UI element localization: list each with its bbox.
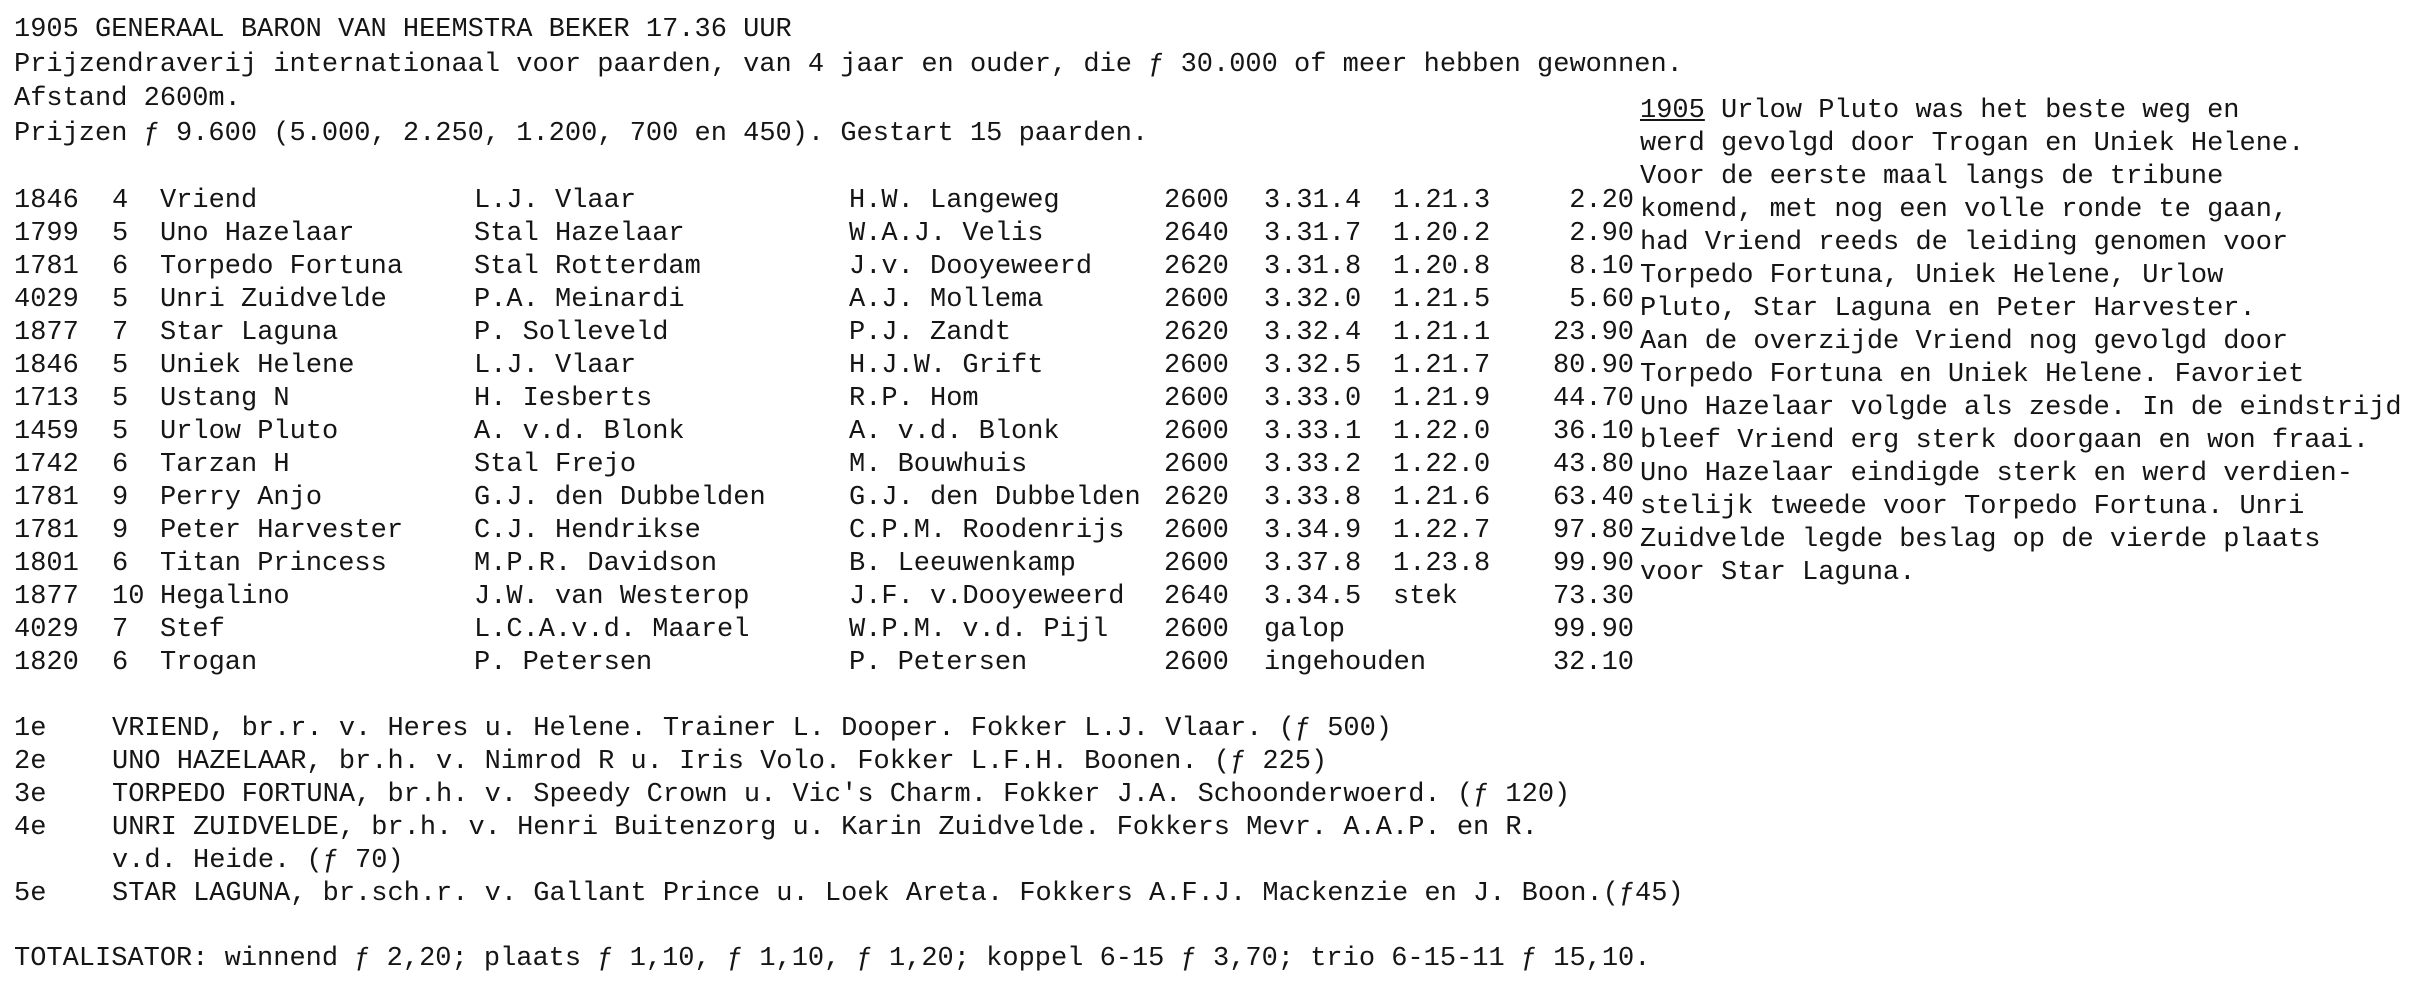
km-time: 1.20.2	[1393, 219, 1491, 249]
distance-cell: 2600	[1164, 285, 1229, 315]
owner-name: L.J. Vlaar	[474, 351, 637, 381]
driver-name: J.F. v.Dooyeweerd	[849, 582, 1125, 612]
km-time: stek	[1393, 582, 1458, 612]
race-time: 3.33.0	[1264, 384, 1362, 414]
odds-value: 97.80	[1552, 516, 1634, 546]
result-row	[14, 548, 1634, 581]
horse-age: 6	[112, 648, 129, 678]
result-row	[14, 647, 1634, 680]
result-row	[14, 350, 1634, 383]
odds-value: 63.40	[1552, 483, 1634, 513]
km-time: 1.23.8	[1393, 549, 1491, 579]
race-time: 3.33.1	[1264, 417, 1362, 447]
owner-name: C.J. Hendrikse	[474, 516, 701, 546]
narrative-line: komend, met nog een volle ronde te gaan,	[1640, 195, 2289, 225]
driver-name: B. Leeuwenkamp	[849, 549, 1076, 579]
narrative-line: bleef Vriend erg sterk doorgaan en won fraai.	[1640, 426, 2370, 456]
distance-cell: 2600	[1164, 450, 1229, 480]
odds-value: 8.10	[1569, 252, 1634, 282]
narrative-line: stelijk tweede voor Torpedo Fortuna. Unri	[1640, 492, 2305, 522]
narrative-line: Torpedo Fortuna en Uniek Helene. Favoriet	[1640, 360, 2305, 390]
race-time: 3.32.5	[1264, 351, 1362, 381]
owner-name: Stal Rotterdam	[474, 252, 701, 282]
result-row	[14, 383, 1634, 416]
placing-rank: 3e	[14, 780, 47, 810]
odds-value: 23.90	[1552, 318, 1634, 348]
horse-name: Uno Hazelaar	[160, 219, 355, 249]
distance-cell: 2620	[1164, 252, 1229, 282]
km-time: 1.21.3	[1393, 186, 1491, 216]
race-time: ingehouden	[1264, 648, 1427, 678]
horse-age: 9	[112, 516, 129, 546]
start-number: 4029	[14, 285, 79, 315]
start-number: 1781	[14, 252, 79, 282]
race-time: 3.33.8	[1264, 483, 1362, 513]
distance-cell: 2600	[1164, 648, 1229, 678]
driver-name: W.A.J. Velis	[849, 219, 1044, 249]
driver-name: A.J. Mollema	[849, 285, 1044, 315]
race-prizes: Prijzen ƒ 9.600 (5.000, 2.250, 1.200, 700 en 450). Gestart 15 paarden.	[14, 119, 1149, 149]
distance-cell: 2600	[1164, 186, 1229, 216]
distance-cell: 2600	[1164, 384, 1229, 414]
distance-cell: 2600	[1164, 516, 1229, 546]
start-number: 1799	[14, 219, 79, 249]
km-time: 1.21.1	[1393, 318, 1491, 348]
driver-name: H.W. Langeweg	[849, 186, 1060, 216]
start-number: 1781	[14, 483, 79, 513]
horse-age: 5	[112, 285, 129, 315]
horse-name: Titan Princess	[160, 549, 387, 579]
horse-age: 6	[112, 252, 129, 282]
driver-name: M. Bouwhuis	[849, 450, 1028, 480]
placing-text: UNRI ZUIDVELDE, br.h. v. Henri Buitenzorg u. Karin Zuidvelde. Fokkers Mevr. A.A.P. en R.	[112, 813, 1538, 843]
horse-name: Perry Anjo	[160, 483, 323, 513]
race-title: 1905 GENERAAL BARON VAN HEEMSTRA BEKER 17.36 UUR	[14, 15, 792, 45]
horse-age: 5	[112, 351, 129, 381]
horse-age: 6	[112, 549, 129, 579]
owner-name: J.W. van Westerop	[474, 582, 750, 612]
placing-rank: 5e	[14, 879, 47, 909]
start-number: 1877	[14, 582, 79, 612]
narrative-year: 1905	[1640, 96, 1705, 126]
race-time: 3.34.5	[1264, 582, 1362, 612]
odds-value: 43.80	[1552, 450, 1634, 480]
distance-cell: 2600	[1164, 615, 1229, 645]
km-time: 1.22.0	[1393, 450, 1491, 480]
result-row	[14, 317, 1634, 350]
race-time: 3.34.9	[1264, 516, 1362, 546]
horse-age: 10	[112, 582, 145, 612]
distance-cell: 2620	[1164, 483, 1229, 513]
start-number: 1820	[14, 648, 79, 678]
odds-value: 99.90	[1552, 615, 1634, 645]
odds-value: 2.90	[1569, 219, 1634, 249]
distance-cell: 2640	[1164, 219, 1229, 249]
start-number: 1742	[14, 450, 79, 480]
horse-name: Uniek Helene	[160, 351, 355, 381]
result-row	[14, 218, 1634, 251]
horse-age: 9	[112, 483, 129, 513]
race-time: 3.33.2	[1264, 450, 1362, 480]
narrative-line: Uno Hazelaar eindigde sterk en werd verdien-	[1640, 459, 2353, 489]
driver-name: W.P.M. v.d. Pijl	[849, 615, 1109, 645]
driver-name: A. v.d. Blonk	[849, 417, 1060, 447]
placing-text: v.d. Heide. (ƒ 70)	[112, 846, 404, 876]
owner-name: A. v.d. Blonk	[474, 417, 685, 447]
km-time: 1.22.0	[1393, 417, 1491, 447]
result-row	[14, 251, 1634, 284]
narrative-line: werd gevolgd door Trogan en Uniek Helene.	[1640, 129, 2305, 159]
race-conditions: Prijzendraverij internationaal voor paarden, van 4 jaar en ouder, die ƒ 30.000 of meer hebben gewonnen.	[14, 50, 1683, 80]
start-number: 1801	[14, 549, 79, 579]
owner-name: H. Iesberts	[474, 384, 653, 414]
placing-rank: 2e	[14, 747, 47, 777]
driver-name: J.v. Dooyeweerd	[849, 252, 1093, 282]
race-distance: Afstand 2600m.	[14, 84, 241, 114]
odds-value: 36.10	[1552, 417, 1634, 447]
km-time: 1.20.8	[1393, 252, 1491, 282]
result-row	[14, 515, 1634, 548]
horse-name: Hegalino	[160, 582, 290, 612]
horse-age: 7	[112, 615, 129, 645]
horse-name: Vriend	[160, 186, 258, 216]
narrative-line: Zuidvelde legde beslag op de vierde plaats	[1640, 525, 2321, 555]
driver-name: R.P. Hom	[849, 384, 979, 414]
horse-name: Star Laguna	[160, 318, 339, 348]
km-time: 1.21.5	[1393, 285, 1491, 315]
result-row	[14, 614, 1634, 647]
narrative-line: Uno Hazelaar volgde als zesde. In de eindstrijd	[1640, 393, 2402, 423]
odds-value: 5.60	[1569, 285, 1634, 315]
start-number: 1877	[14, 318, 79, 348]
horse-name: Ustang N	[160, 384, 290, 414]
start-number: 1846	[14, 351, 79, 381]
result-row	[14, 482, 1634, 515]
owner-name: Stal Frejo	[474, 450, 637, 480]
odds-value: 73.30	[1552, 582, 1634, 612]
start-number: 1781	[14, 516, 79, 546]
odds-value: 32.10	[1552, 648, 1634, 678]
result-row	[14, 581, 1634, 614]
km-time: 1.21.9	[1393, 384, 1491, 414]
race-time: 3.31.4	[1264, 186, 1362, 216]
narrative-line: Aan de overzijde Vriend nog gevolgd door	[1640, 327, 2289, 357]
horse-age: 5	[112, 417, 129, 447]
distance-cell: 2640	[1164, 582, 1229, 612]
horse-name: Peter Harvester	[160, 516, 404, 546]
race-time: 3.32.0	[1264, 285, 1362, 315]
horse-name: Trogan	[160, 648, 258, 678]
odds-value: 2.20	[1569, 186, 1634, 216]
race-time: 3.32.4	[1264, 318, 1362, 348]
horse-age: 6	[112, 450, 129, 480]
race-time: galop	[1264, 615, 1346, 645]
narrative-line: Torpedo Fortuna, Uniek Helene, Urlow	[1640, 261, 2224, 291]
start-number: 1459	[14, 417, 79, 447]
distance-cell: 2600	[1164, 417, 1229, 447]
result-row	[14, 185, 1634, 218]
race-time: 3.31.7	[1264, 219, 1362, 249]
driver-name: C.P.M. Roodenrijs	[849, 516, 1125, 546]
horse-name: Torpedo Fortuna	[160, 252, 404, 282]
km-time: 1.21.7	[1393, 351, 1491, 381]
odds-value: 44.70	[1552, 384, 1634, 414]
driver-name: G.J. den Dubbelden	[849, 483, 1141, 513]
km-time: 1.22.7	[1393, 516, 1491, 546]
placing-text: VRIEND, br.r. v. Heres u. Helene. Trainer L. Dooper. Fokker L.J. Vlaar. (ƒ 500)	[112, 714, 1393, 744]
horse-name: Urlow Pluto	[160, 417, 339, 447]
owner-name: M.P.R. Davidson	[474, 549, 718, 579]
horse-age: 5	[112, 384, 129, 414]
narrative-line: Voor de eerste maal langs de tribune	[1640, 162, 2224, 192]
start-number: 1846	[14, 186, 79, 216]
owner-name: L.J. Vlaar	[474, 186, 637, 216]
owner-name: Stal Hazelaar	[474, 219, 685, 249]
placing-rank: 1e	[14, 714, 47, 744]
result-row	[14, 449, 1634, 482]
horse-age: 7	[112, 318, 129, 348]
narrative-line: voor Star Laguna.	[1640, 558, 1916, 588]
owner-name: P. Solleveld	[474, 318, 669, 348]
result-row	[14, 284, 1634, 317]
race-time: 3.37.8	[1264, 549, 1362, 579]
odds-value: 99.90	[1552, 549, 1634, 579]
horse-age: 5	[112, 219, 129, 249]
start-number: 4029	[14, 615, 79, 645]
horse-name: Tarzan H	[160, 450, 290, 480]
distance-cell: 2600	[1164, 549, 1229, 579]
owner-name: P.A. Meinardi	[474, 285, 685, 315]
driver-name: H.J.W. Grift	[849, 351, 1044, 381]
narrative-first-line-text: Urlow Pluto was het beste weg en	[1704, 96, 2240, 126]
distance-cell: 2600	[1164, 351, 1229, 381]
placing-text: STAR LAGUNA, br.sch.r. v. Gallant Prince u. Loek Areta. Fokkers A.F.J. Mackenzie en J. Boon.(ƒ45)	[112, 879, 1684, 909]
placing-rank: 4e	[14, 813, 47, 843]
odds-value: 80.90	[1552, 351, 1634, 381]
narrative-line: Pluto, Star Laguna en Peter Harvester.	[1640, 294, 2256, 324]
narrative-first-line	[1640, 95, 2240, 128]
result-row	[14, 416, 1634, 449]
horse-name: Stef	[160, 615, 225, 645]
owner-name: L.C.A.v.d. Maarel	[474, 615, 750, 645]
horse-age: 4	[112, 186, 129, 216]
start-number: 1713	[14, 384, 79, 414]
narrative-line: had Vriend reeds de leiding genomen voor	[1640, 228, 2289, 258]
owner-name: P. Petersen	[474, 648, 653, 678]
km-time: 1.21.6	[1393, 483, 1491, 513]
owner-name: G.J. den Dubbelden	[474, 483, 766, 513]
distance-cell: 2620	[1164, 318, 1229, 348]
placing-text: TORPEDO FORTUNA, br.h. v. Speedy Crown u. Vic's Charm. Fokker J.A. Schoonderwoerd. (ƒ 120)	[112, 780, 1571, 810]
race-time: 3.31.8	[1264, 252, 1362, 282]
driver-name: P. Petersen	[849, 648, 1028, 678]
driver-name: P.J. Zandt	[849, 318, 1012, 348]
placing-text: UNO HAZELAAR, br.h. v. Nimrod R u. Iris Volo. Fokker L.F.H. Boonen. (ƒ 225)	[112, 747, 1328, 777]
horse-name: Unri Zuidvelde	[160, 285, 387, 315]
totalisator-line: TOTALISATOR: winnend ƒ 2,20; plaats ƒ 1,10, ƒ 1,10, ƒ 1,20; koppel 6-15 ƒ 3,70; trio 6-15-11 ƒ 15,10.	[14, 944, 1651, 974]
